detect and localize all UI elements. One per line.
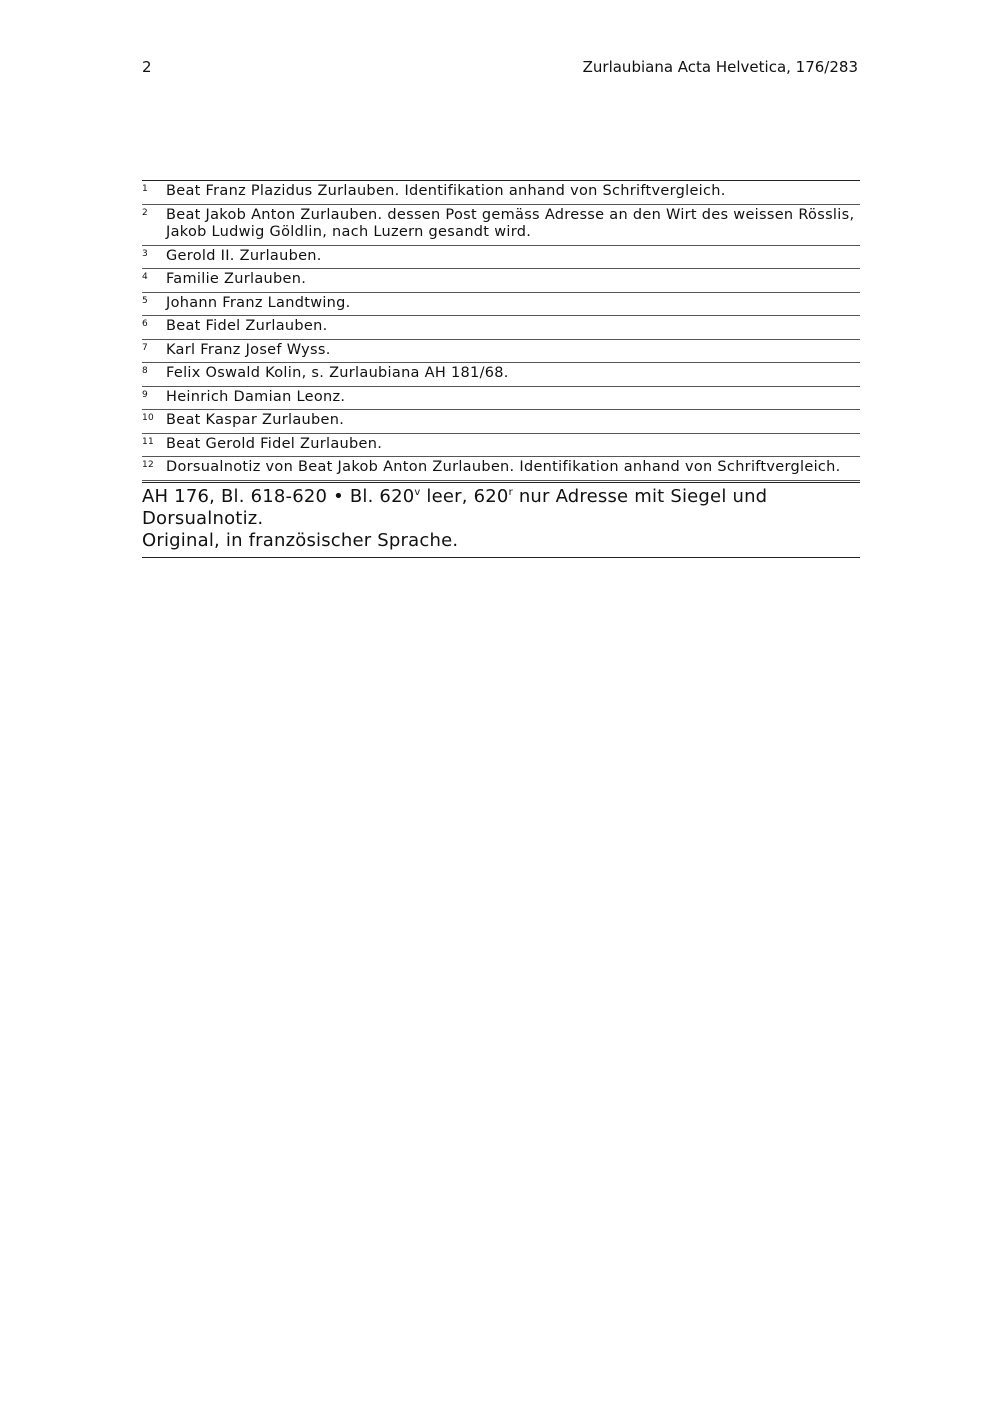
footnote-text: Beat Franz Plazidus Zurlauben. Identifikation anhand von Schriftvergleich. — [166, 183, 726, 199]
running-title: Zurlaubiana Acta Helvetica, 176/283 — [582, 58, 858, 76]
footnote-text: Beat Fidel Zurlauben. — [166, 318, 328, 334]
footnote-text: Heinrich Damian Leonz. — [166, 388, 346, 405]
footnote-text: Beat Kaspar Zurlauben. — [166, 412, 345, 428]
footnote — [142, 269, 860, 293]
footnote-text: Familie Zurlauben. — [166, 271, 307, 287]
footnote-number: 2 — [142, 207, 149, 218]
footnote-text: Beat Jakob Anton Zurlauben. dessen Post gemäss Adresse an den Wirt des weissen Rösslis, Jakob Ludwig Göldlin, nach Luzern gesandt wird. — [166, 206, 855, 240]
footnotes-list — [142, 180, 860, 558]
footnote — [142, 181, 860, 205]
footnote-number: 9 — [142, 389, 149, 400]
footnote — [142, 246, 860, 270]
source-superscript: v — [414, 486, 421, 498]
footnote-text: Karl Franz Josef Wyss. — [166, 341, 331, 358]
footnote-text: Gerold II. Zurlauben. — [166, 247, 322, 264]
footnote — [142, 316, 860, 340]
source-text-part: AH 176, Bl. 618-620 • Bl. 620 — [142, 485, 415, 507]
footnote-text: Johann Franz Landtwing. — [166, 294, 351, 311]
footnote — [142, 363, 860, 387]
footnote-number: 1 — [142, 184, 149, 194]
footnote-number: 7 — [142, 342, 149, 353]
footnote-number: 8 — [142, 366, 149, 376]
footnote — [142, 434, 860, 458]
footnote-number: 10 — [142, 413, 155, 423]
footnote-text: Felix Oswald Kolin, s. Zurlaubiana AH 181/68. — [166, 365, 509, 381]
page-number: 2 — [142, 58, 152, 76]
source-text-part: leer, 620 — [420, 485, 509, 507]
footnote-number: 3 — [142, 248, 149, 259]
footnote — [142, 387, 860, 411]
footnote-number: 5 — [142, 295, 149, 306]
footnote-text: Dorsualnotiz von Beat Jakob Anton Zurlauben. Identifikation anhand von Schriftvergleich. — [166, 459, 841, 475]
footnote — [142, 293, 860, 317]
source-language-note: Original, in französischer Sprache. — [142, 529, 459, 551]
source-text-part: nur Adresse mit Siegel und Dorsualnotiz. — [142, 485, 768, 529]
footnote — [142, 410, 860, 434]
footnote-number: 12 — [142, 460, 155, 470]
source-description — [142, 482, 860, 558]
footnote — [142, 205, 860, 246]
footnote-number: 11 — [142, 436, 155, 447]
footnote-number: 6 — [142, 319, 149, 329]
footnote — [142, 340, 860, 364]
footnote-number: 4 — [142, 272, 149, 282]
source-superscript: r — [508, 486, 513, 498]
footnote — [142, 457, 860, 481]
footnote-text: Beat Gerold Fidel Zurlauben. — [166, 435, 383, 452]
